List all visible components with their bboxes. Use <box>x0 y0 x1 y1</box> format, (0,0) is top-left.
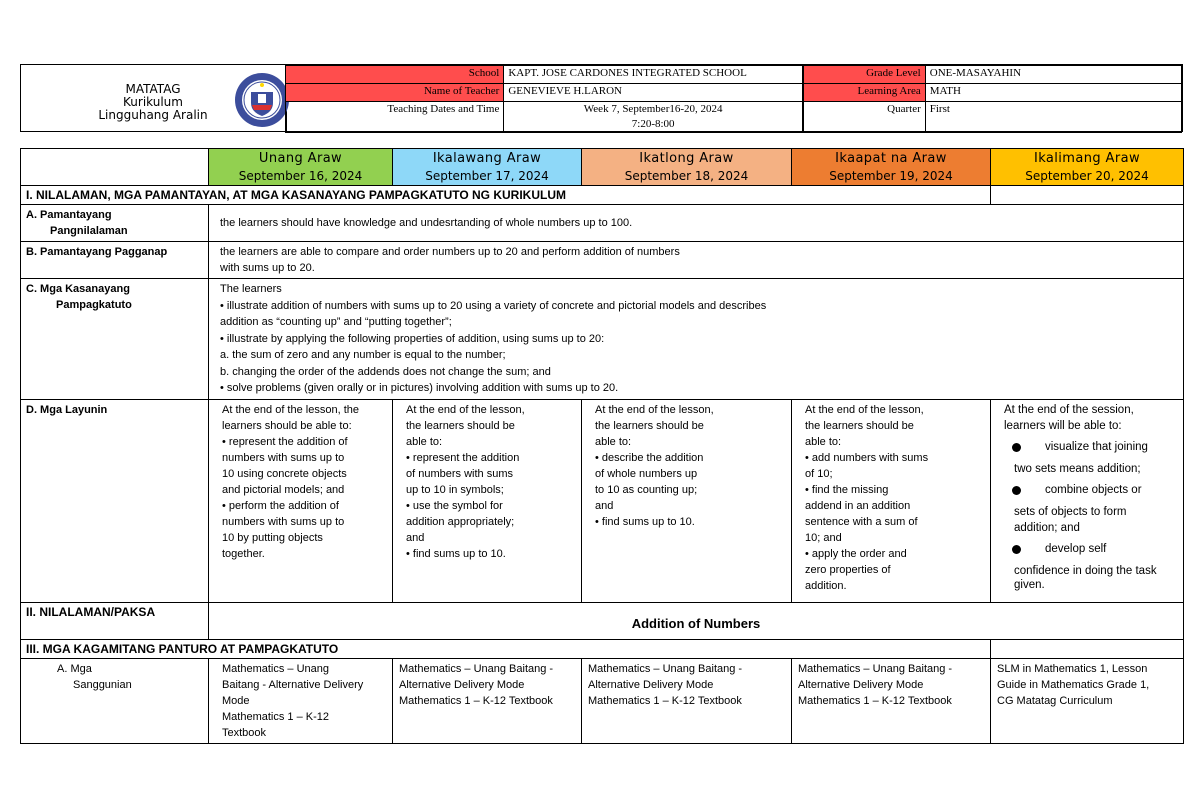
section-2-row <box>21 602 1184 639</box>
text-line: Baitang - Alternative Delivery <box>222 678 364 691</box>
text-line: • illustrate by applying the following properties of addition, using sums up to 20: <box>220 332 605 345</box>
text-line: Mathematics 1 – K-12 <box>222 710 329 723</box>
text-line: and <box>406 531 425 544</box>
text-line: of whole numbers up <box>595 467 698 480</box>
text-line: At the end of the lesson, the <box>222 403 359 416</box>
header-block <box>20 64 1183 132</box>
text-line: combine objects or <box>1045 483 1142 496</box>
row-b <box>21 242 1184 279</box>
objectives-day-3 <box>582 399 792 602</box>
text-line: The learners <box>220 283 282 295</box>
text-line: • find sums up to 10. <box>406 547 506 560</box>
text-line: sentence with a sum of <box>805 515 918 528</box>
text-line: CG Matatag Curriculum <box>997 694 1113 707</box>
quarter-value: First <box>925 102 1181 133</box>
teacher-label: Name of Teacher <box>286 84 504 102</box>
text-line: • represent the addition <box>406 451 520 464</box>
text-line: Alternative Delivery Mode <box>798 678 924 691</box>
bullet-item <box>1012 480 1178 501</box>
text-line: Textbook <box>222 726 267 739</box>
text-line: able to: <box>805 435 842 448</box>
dates-value <box>504 102 803 133</box>
grade-label: Grade Level <box>804 66 926 84</box>
text-line: Mathematics – Unang Baitang - <box>798 662 953 675</box>
empty-cell <box>991 186 1184 205</box>
text-line: Guide in Mathematics Grade 1, <box>997 678 1150 691</box>
row-a <box>21 205 1184 242</box>
brand-area <box>21 65 287 131</box>
text-line: • find the missing <box>805 483 889 496</box>
row-references <box>21 658 1184 743</box>
bullet-icon <box>1012 443 1021 452</box>
day-date: September 17, 2024 <box>425 169 549 183</box>
references-day-2 <box>393 658 582 743</box>
text-line: develop self <box>1045 542 1107 555</box>
text-line: SLM in Mathematics 1, Lesson <box>997 662 1148 675</box>
text-line: zero properties of <box>805 563 891 576</box>
day-header-4 <box>792 149 991 186</box>
text-line: • find sums up to 10. <box>595 515 695 528</box>
bullet-icon <box>1012 545 1021 554</box>
label-line: Sanggunian <box>73 678 132 691</box>
references-day-4 <box>792 658 991 743</box>
row-c-label <box>21 279 209 400</box>
day-date: September 19, 2024 <box>829 169 953 183</box>
brand-text <box>93 83 213 122</box>
text-line: addition; and <box>1014 521 1080 534</box>
text-line: learners will be able to: <box>1004 419 1122 432</box>
text-line: Mode <box>222 694 250 707</box>
row-d-label: D. Mga Layunin <box>21 399 209 602</box>
text-line: sets of objects to form <box>1014 505 1127 518</box>
text-line: a. the sum of zero and any number is equal to the number; <box>220 349 506 361</box>
text-line: Mathematics – Unang <box>222 662 329 675</box>
text-line: Alternative Delivery Mode <box>399 678 525 691</box>
label-line: Pangnilalaman <box>50 225 128 237</box>
brand-line: Kurikulum <box>123 95 183 109</box>
text-line: numbers with sums up to <box>222 515 345 528</box>
text-line: the learners should be <box>805 419 914 432</box>
text-line: Mathematics 1 – K-12 Textbook <box>588 694 742 707</box>
lesson-plan-table <box>20 148 1184 744</box>
text-line: visualize that joining <box>1045 440 1148 453</box>
text-line: At the end of the lesson, <box>406 403 525 416</box>
text-line: 10 by putting objects <box>222 531 323 544</box>
text-line: learners should be able to: <box>222 419 352 432</box>
school-value: KAPT. JOSE CARDONES INTEGRATED SCHOOL <box>504 66 803 84</box>
text-line: Mathematics – Unang Baitang - <box>399 662 554 675</box>
text-line: Mathematics 1 – K-12 Textbook <box>798 694 952 707</box>
text-line: • perform the addition of <box>222 499 339 512</box>
section-1-row <box>21 186 1184 205</box>
text-line: addition. <box>805 579 847 592</box>
text-line: 10 using concrete objects <box>222 467 347 480</box>
school-info-table <box>285 65 803 133</box>
day-header-row <box>21 149 1184 186</box>
label-line: A. Pamantayang <box>26 209 112 221</box>
label-line: C. Mga Kasanayang <box>26 283 130 295</box>
text-line: At the end of the session, <box>1004 403 1134 416</box>
text-line: addition as “counting up” and “putting together”; <box>220 316 452 328</box>
section-3-title: III. MGA KAGAMITANG PANTURO AT PAMPAGKATUTO <box>21 639 991 658</box>
day-name: Ikalimang Araw <box>1033 151 1140 166</box>
objectives-day-5 <box>991 399 1184 602</box>
row-c-text <box>209 279 1184 400</box>
time-line: 7:20-8:00 <box>631 118 675 130</box>
text-line: • use the symbol for <box>406 499 503 512</box>
info-grid <box>285 65 1182 131</box>
text-line: the learners should be <box>406 419 515 432</box>
school-label: School <box>286 66 504 84</box>
text-line: up to 10 in symbols; <box>406 483 504 496</box>
text-line: given. <box>1014 578 1045 591</box>
text-line: Alternative Delivery Mode <box>588 678 714 691</box>
text-line: • apply the order and <box>805 547 907 560</box>
references-label <box>21 658 209 743</box>
text-line: and <box>595 499 614 512</box>
text-line: 10; and <box>805 531 842 544</box>
section-1-title: I. NILALAMAN, MGA PAMANTAYAN, AT MGA KASANAYANG PAMPAGKATUTO NG KURIKULUM <box>21 186 991 205</box>
text-line: Mathematics – Unang Baitang - <box>588 662 743 675</box>
text-line: able to: <box>595 435 632 448</box>
day-date: September 16, 2024 <box>238 169 363 183</box>
text-line: • illustrate addition of numbers with sums up to 20 using a variety of concrete and pictorial models and describes <box>220 299 767 312</box>
label-line: A. Mga <box>57 662 92 675</box>
row-c <box>21 279 1184 400</box>
objectives-day-2 <box>393 399 582 602</box>
grade-value: ONE-MASAYAHIN <box>925 66 1181 84</box>
text-line: Mathematics 1 – K-12 Textbook <box>399 694 553 707</box>
text-line: • describe the addition <box>595 451 704 464</box>
text-line: of numbers with sums <box>406 467 513 480</box>
empty-cell <box>991 639 1184 658</box>
objectives-day-1 <box>209 399 393 602</box>
teacher-value: GENEVIEVE H.LARON <box>504 84 803 102</box>
text-line: addend in an addition <box>805 499 911 512</box>
bullet-item <box>1012 437 1178 458</box>
text-line: to 10 as counting up; <box>595 483 698 496</box>
dates-line: Week 7, September16-20, 2024 <box>583 103 723 115</box>
day-header-1 <box>209 149 393 186</box>
objectives-day-4 <box>792 399 991 602</box>
class-info-table <box>803 65 1182 133</box>
section-2-title: II. NILALAMAN/PAKSA <box>21 602 209 639</box>
day-date: September 18, 2024 <box>624 169 749 183</box>
text-line: of 10; <box>805 467 833 480</box>
day-name: Ikaapat na Araw <box>835 151 947 166</box>
dates-label: Teaching Dates and Time <box>286 102 504 133</box>
text-line: • solve problems (given orally or in pictures) involving addition with sums up to 20. <box>220 382 619 394</box>
row-b-label: B. Pamantayang Pagganap <box>21 242 209 279</box>
text-line: At the end of the lesson, <box>805 403 924 416</box>
corner-cell <box>21 149 209 186</box>
text-line: two sets means addition; <box>1014 462 1141 475</box>
text-line: numbers with sums up to <box>222 451 345 464</box>
text-line: • add numbers with sums <box>805 451 929 464</box>
bullet-icon <box>1012 486 1021 495</box>
day-header-5 <box>991 149 1184 186</box>
text-line: At the end of the lesson, <box>595 403 714 416</box>
day-date: September 20, 2024 <box>1025 169 1149 183</box>
row-a-label <box>21 205 209 242</box>
references-day-3 <box>582 658 792 743</box>
text-line: and pictorial models; and <box>222 483 345 496</box>
row-a-text: the learners should have knowledge and undesrtanding of whole numbers up to 100. <box>209 205 1184 242</box>
references-day-1 <box>209 658 393 743</box>
label-line: Pampagkatuto <box>56 299 132 311</box>
text-line: b. changing the order of the addends does not change the sum; and <box>220 365 551 378</box>
topic-title: Addition of Numbers <box>209 602 1184 639</box>
text-line: able to: <box>406 435 443 448</box>
bullet-item <box>1012 539 1178 560</box>
text-line: with sums up to 20. <box>220 262 315 274</box>
day-header-3 <box>582 149 792 186</box>
text-line: the learners are able to compare and order numbers up to 20 and perform addition of numbers <box>220 246 680 258</box>
text-line: addition appropriately; <box>406 515 515 528</box>
brand-line: MATATAG <box>125 82 181 96</box>
section-3-row <box>21 639 1184 658</box>
references-day-5 <box>991 658 1184 743</box>
day-header-2 <box>393 149 582 186</box>
text-line: confidence in doing the task <box>1014 564 1157 577</box>
text-line: the learners should be <box>595 419 704 432</box>
day-name: Ikalawang Araw <box>432 151 542 166</box>
text-line: • represent the addition of <box>222 435 348 448</box>
text-line: together. <box>222 547 265 560</box>
day-name: Ikatlong Araw <box>639 151 734 166</box>
row-b-text <box>209 242 1184 279</box>
brand-line: Lingguhang Aralin <box>98 108 208 122</box>
area-value: MATH <box>925 84 1181 102</box>
area-label: Learning Area <box>804 84 926 102</box>
deped-seal-icon <box>234 72 290 128</box>
day-name: Unang Araw <box>258 151 343 166</box>
row-d <box>21 399 1184 602</box>
quarter-label: Quarter <box>804 102 926 133</box>
